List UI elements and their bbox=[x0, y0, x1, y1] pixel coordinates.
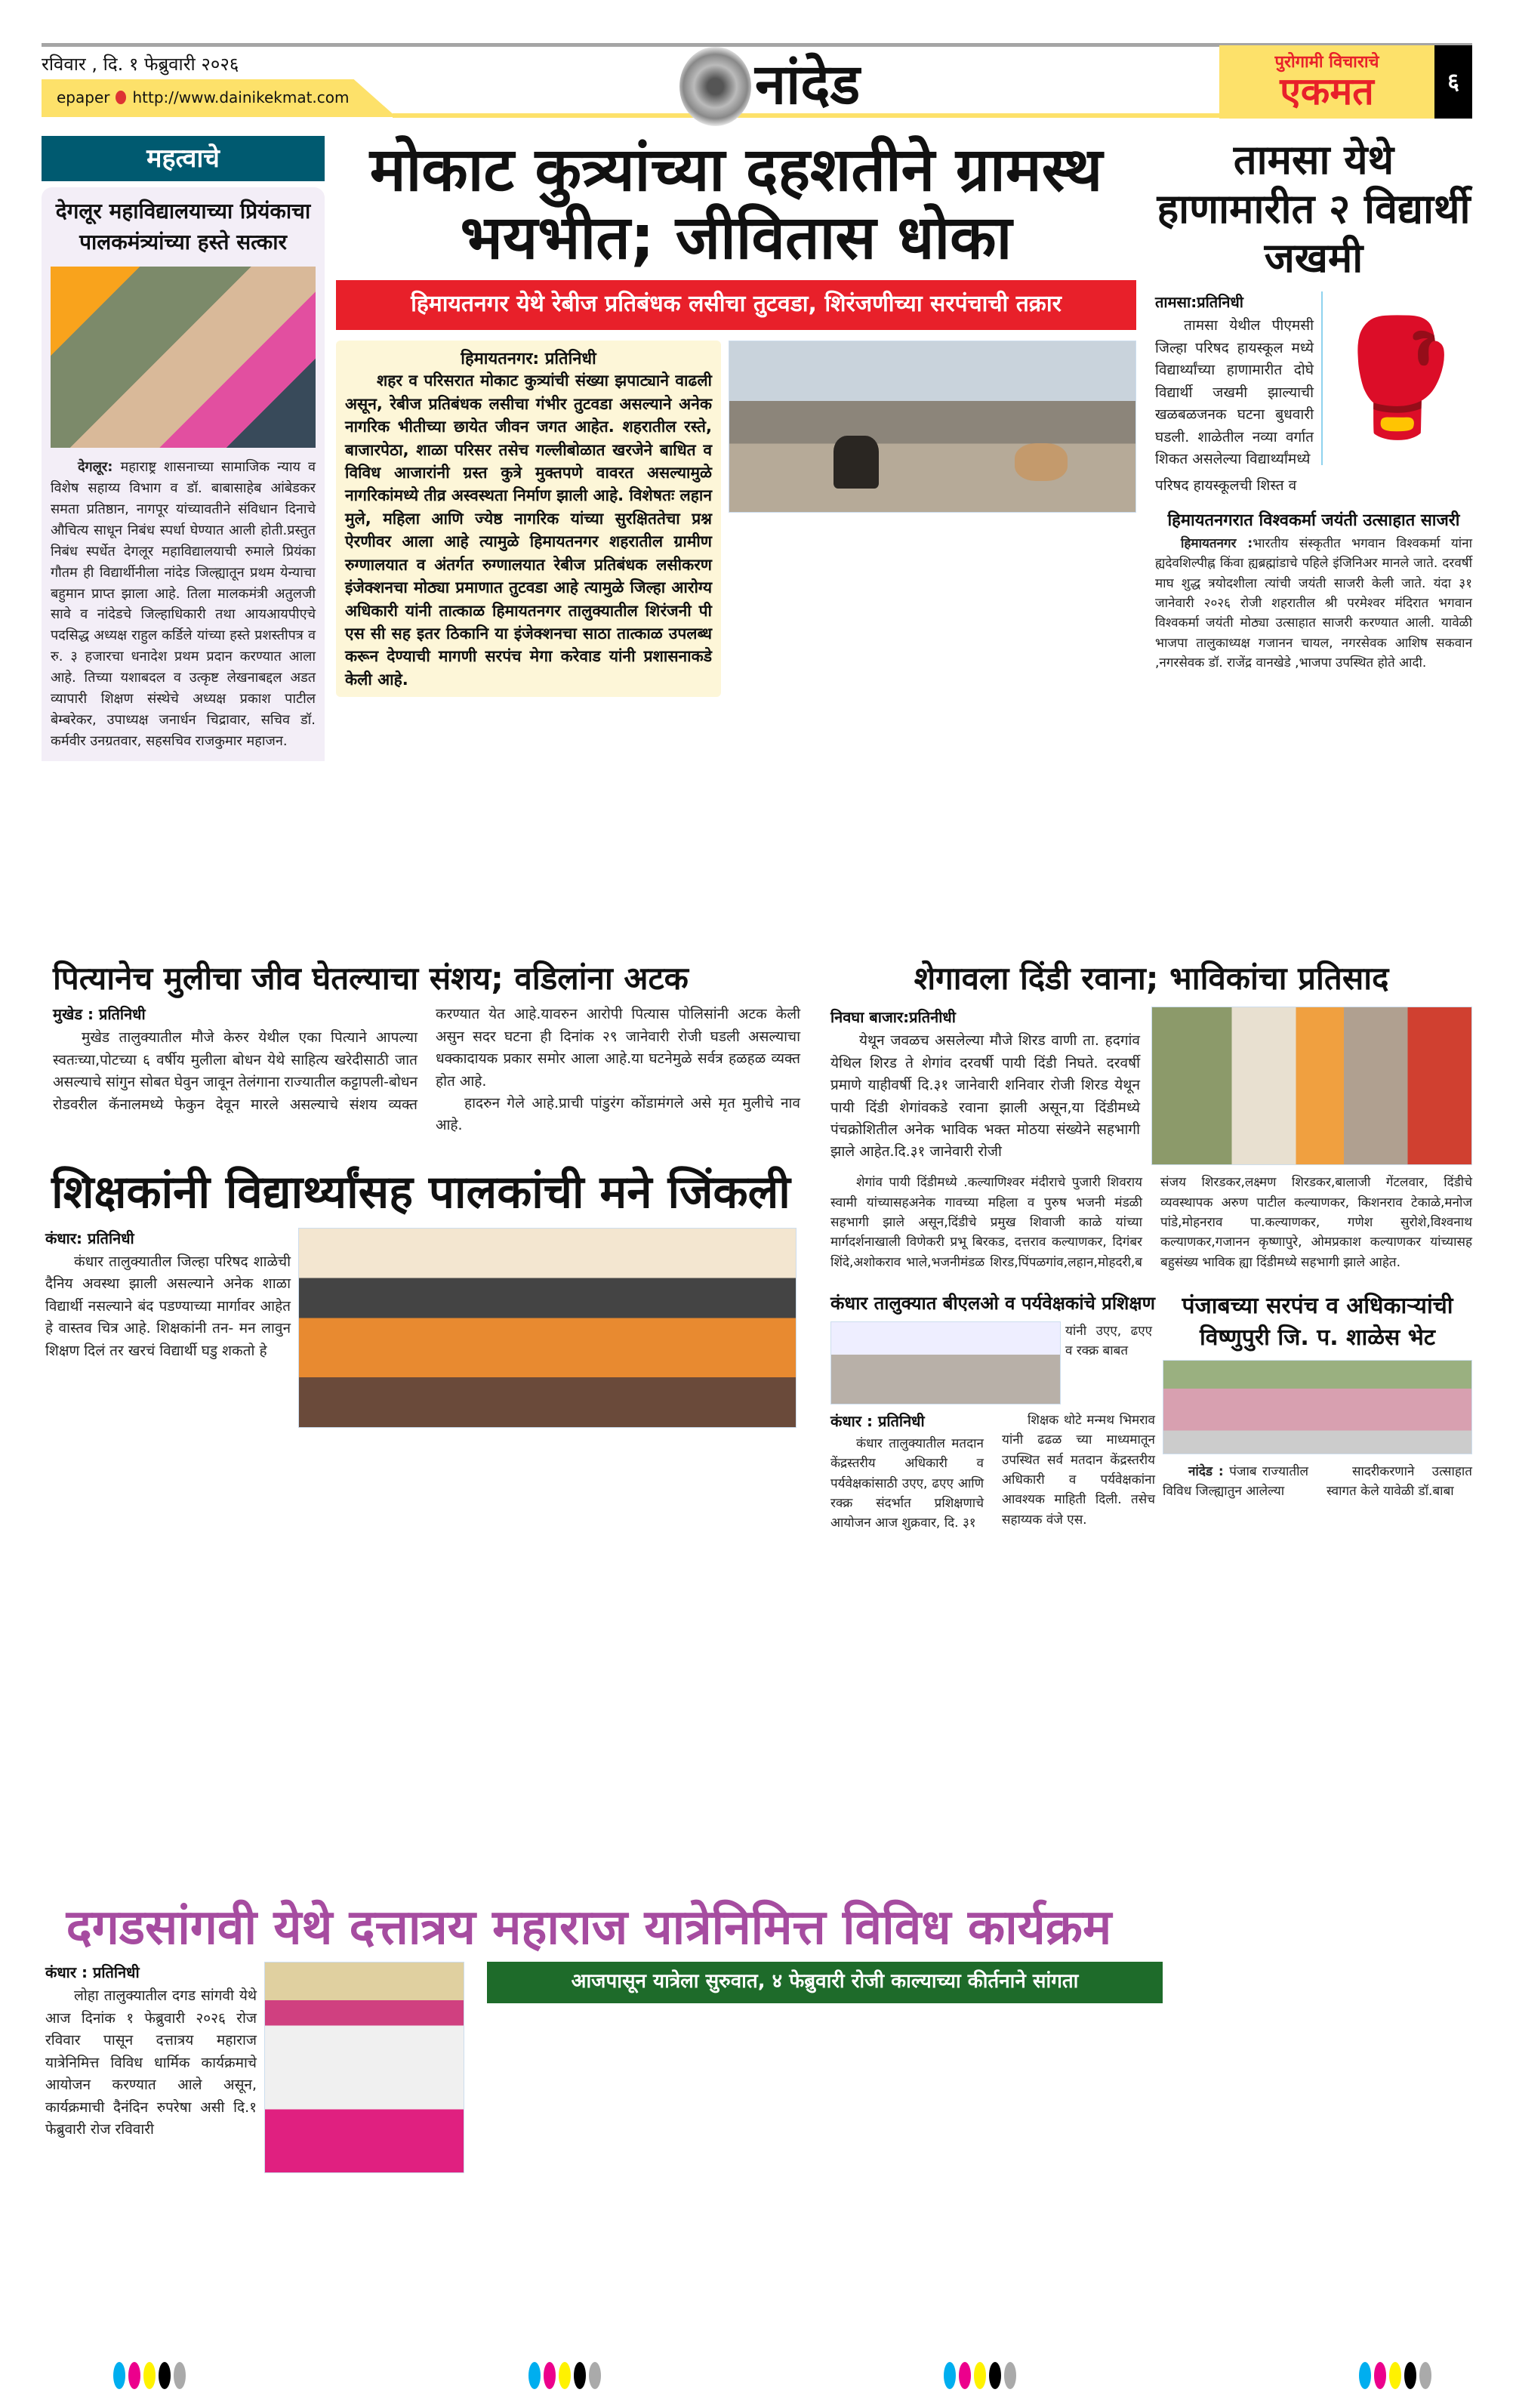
mukhed-body: मुखेड तालुक्यातील मौजे केरुर येथील एका पित्याने आपल्या स्वतःच्या,पोटच्या ६ वर्षीय मुलीला बोधन येथे साहित्य खरेदीसाठी जात असल्याचे सांगुन सोबत घेवुन जावून तेलंगाना राज्यातील कट्टापली-बोधन रोडवरील कॅनालमध्ये फेकुन देवून मारले असल्याचे संशय व्यक्त करण्यात येत आहे.यावरुन आरोपी पित्यास पोलिसांनी अटक केली असुन सदर घटना ही दिनांक २९ जानेवारी रोजी घडली असल्याचा धक्कादायक प्रकार समोर आला आहे.या घटनेमुळे सर्वत्र हळहळ व्यक्त होत आहे. bbox=[53, 1006, 800, 1113]
shegaon-dateline: निवघा बाजार:प्रतिनीधी bbox=[830, 1008, 956, 1027]
globe-icon bbox=[116, 91, 126, 104]
dagad-banner: आजपासून यात्रेला सुरुवात, ४ फेब्रुवारी रोजी काल्याच्या कीर्तनाने सांगता bbox=[487, 1962, 1163, 2003]
gear-logo-icon bbox=[679, 47, 751, 126]
fight-illustration: 🥊 bbox=[1321, 291, 1472, 465]
vishwakarma-headline: हिमायतनगरात विश्वकर्मा जयंती उत्साहात साजरी bbox=[1167, 510, 1460, 530]
middle-section bbox=[0, 961, 1516, 1894]
mukhed-headline: पित्यानेच मुलीचा जीव घेतल्याचा संशय; वडिलांना अटक bbox=[53, 960, 689, 997]
bottom-section bbox=[0, 1901, 1516, 2354]
blo-body-2: शिक्षक थोटे मन्मथ भिमराव यांनी ढढळ च्या माध्यमातून उपस्थित सर्व मतदान केंद्रस्तरीय अधिकारी व पर्यवेक्षकांना आवश्यक माहिती दिली. तसेच सहाय्यक वंजे एस. bbox=[1002, 1412, 1155, 1528]
dagad-story bbox=[45, 1962, 257, 2141]
left-story-title: देगलूर महाविद्यालयाच्या प्रियंकाचा पालकमंत्र्यांच्या हस्ते सत्कार bbox=[55, 199, 311, 254]
teachers-headline: शिक्षकांनी विद्यार्थ्यांसह पालकांची मने जिंकली bbox=[51, 1165, 790, 1219]
brand-box bbox=[1219, 45, 1434, 119]
left-dateline: देगलूर: bbox=[78, 459, 113, 476]
mukhed-dateline: मुखेड : प्रतिनिधी bbox=[53, 1005, 146, 1024]
blo-headline: कंधार तालुक्यात बीएलओ व पर्यवेक्षकांचे प्रशिक्षण bbox=[830, 1292, 1155, 1314]
punjab-body: पंजाब राज्यातील विविध जिल्ह्यातुन आलेल्या bbox=[1163, 1463, 1309, 1500]
blo-body: कंधार तालुक्यातील मतदान केंद्रस्तरीय अधिकारी व पर्यवेक्षकांसाठी उएए, ढएए आणि रक्क्र संदर्भात प्रशिक्षणाचे आयोजन आज शुक्रवार, दि. ३१ bbox=[830, 1435, 984, 1531]
middle-right-column bbox=[830, 961, 1472, 1534]
dagad-headline: दगडसांगवी येथे दत्तात्रय महाराज यात्रेनिमित्त विविध कार्यक्रम bbox=[66, 1900, 1112, 1956]
dagad-dateline: कंधार : प्रतिनिधी bbox=[45, 1963, 140, 1982]
blo-side-text: यांनी उएए, ढएए व रक्क्र बाबत bbox=[1065, 1323, 1152, 1359]
tamsa-dateline: तामसा:प्रतिनिधी bbox=[1155, 293, 1243, 312]
epaper-link[interactable] bbox=[57, 88, 350, 106]
teachers-body: कंधार तालुक्यातील जिल्हा परिषद शाळेची दैनिय अवस्था झाली असल्याने अनेक शाळा विद्यार्थी नसल्याने बंद पडण्याच्या मार्गावर आहेत हे वास्तव चित्र आहे. शिक्षकांनी तन- मन लावुन शिक्षण दिलं तर खरचं विद्यार्थी घडु शकतो हे bbox=[45, 1253, 291, 1359]
edition-name: नांदेड bbox=[755, 52, 861, 117]
punjab-story bbox=[1163, 1462, 1472, 1502]
dagad-body: लोहा तालुक्यातील दगड सांगवी येथे आज दिनांक १ फेब्रुवारी २०२६ रोज रविवार पासून दत्तात्रय महाराज यात्रेनिमित्त विविध धार्मिक कार्यक्रमाचे आयोजन करण्यात आले असून, कार्यक्रमाची दैनंदिन रुपरेषा असी दि.१ फेब्रुवारी रोज रविवारी bbox=[45, 1987, 257, 2138]
blo-section bbox=[830, 1290, 1155, 1534]
page-number: ६ bbox=[1434, 45, 1472, 119]
shegaon-story bbox=[830, 1007, 1140, 1164]
punjab-headline: पंजाबच्या सरपंच व अधिकाऱ्यांची विष्णुपुरी जि. प. शाळेस भेट bbox=[1182, 1292, 1453, 1351]
left-story bbox=[42, 187, 325, 761]
tamsa-headline: तामसा येथे हाणामारीत २ विद्यार्थी जखमी bbox=[1157, 136, 1471, 282]
dog-figure bbox=[833, 436, 879, 489]
shegaon-story-cont bbox=[830, 1173, 1472, 1272]
shegaon-body: येथून जवळच असलेल्या मौजे शिरड वाणी ता. हदगांव येथिल शिरड ते शेगांव दरवर्षी पायी दिंडी निघते. दरवर्षी प्रमाणे याहीवर्षी दि.३१ जानेवारी शनिवार रोजी शिरड येथून पायी दिंडी शेगांवकडे रवाना झाली असून,या दिंडीमध्ये पंचक्रोशितील अनेक भाविक भक्त मोठया संख्येने सहभागी झाले आहेत.दि.३१ जानेवारी रोजी bbox=[830, 1032, 1140, 1161]
registration-marks bbox=[113, 2362, 1434, 2392]
shegaon-headline: शेगावला दिंडी रवाना; भाविकांचा प्रतिसाद bbox=[914, 960, 1389, 997]
epaper-url[interactable]: http://www.dainikekmat.com bbox=[132, 88, 350, 106]
epaper-label: epaper bbox=[57, 88, 110, 106]
vishwakarma-body: भारतीय संस्कृतीत भगवान विश्वकर्मा यांना ह्यदेवशिल्पीह्न किंवा ह्यब्रह्मांडाचे पहिले इंजिनिअर मानले जाते. दरवर्षी माघ शुद्ध त्रयोदशीला त्यांची जयंती साजरी केली जाते. यंदा ३१ जानेवारी २०२६ रोजी शहरातील श्री परमेश्वर मंदिरात भगवान विश्वकर्मा जयंती मोठ्या उत्साहात साजरी करण्यात आली. यावेळी भाजपा तालुकाध्यक्ष गजानन चायल, नगरसेवक आशिष सकवान ,नगरसेवक डॉ. राजेंद्र वानखेडे ,भाजपा उपस्थित होते आदी. bbox=[1155, 535, 1472, 671]
lead-banner: हिमायतनगर येथे रेबीज प्रतिबंधक लसीचा तुटवडा, शिरंजणीच्या सरपंचाची तक्रार bbox=[336, 280, 1136, 330]
blo-training-photo bbox=[830, 1321, 1061, 1404]
lead-dateline: हिमायतनगर: प्रतिनिधी bbox=[461, 350, 596, 369]
top-section bbox=[0, 136, 1516, 955]
stray-dogs-photo bbox=[729, 341, 1136, 513]
teachers-group-photo bbox=[298, 1228, 797, 1428]
left-column bbox=[42, 136, 325, 761]
tagline: पुरोगामी विचाराचे bbox=[1274, 53, 1379, 72]
award-photo bbox=[51, 267, 316, 448]
color-dots bbox=[528, 2362, 604, 2392]
lead-column bbox=[336, 136, 1136, 697]
section-label: महत्वाचे bbox=[42, 136, 325, 181]
lead-headline: मोकाट कुत्र्यांच्या दहशतीने ग्रामस्थ भयभीत; जीवितास धोका bbox=[369, 134, 1103, 273]
tamsa-tail: परिषद हायस्कूलची शिस्त व bbox=[1155, 477, 1297, 495]
mukhed-story bbox=[53, 1004, 800, 1137]
vishwakarma-dateline: हिमायतनगर : bbox=[1181, 535, 1253, 551]
tamsa-body: तामसा येथील पीएमसी जिल्हा परिषद हायस्कूल मध्ये विद्यार्थ्यांच्या हाणामारीत दोघे विद्यार्थी जखमी झाल्याची खळबळजनक घटना बुधवारी घडली. शाळेतील नव्या वर्गात शिकत असलेल्या विद्यार्थ्यांमध्ये bbox=[1155, 317, 1314, 468]
teachers-story bbox=[42, 1228, 291, 1362]
dindi-photo bbox=[1151, 1007, 1472, 1165]
teachers-section bbox=[42, 1167, 800, 1428]
color-dots bbox=[1359, 2362, 1434, 2392]
shegaon-body-2: शेगांव पायी दिंडीमध्ये .कल्याणिश्वर मंदीराचे पुजारी शिवराय स्वामी यांच्यासहअनेक गावच्या महिला व पुरुष भजनी मंडळी सहभागी झाले असून,दिंडीचे प्रमुख शिवाजी काळे यांच्या मार्गदर्शनाखाली विणेकरी प्रभू बिरकड, दत्तराव कल्याणकर, दिगंबर शिंदे,अशोकराव भाले,भजनीमंडळ शिरड,पिंपळगांव,लहान,मोहदरी,ब संजय शिरडकर,लक्ष्मण शिरडकर,बालाजी गेंटलवार, दिंडीचे व्यवस्थापक अरुण पाटील कल्याणकर, किशनराव टेकाळे,मनोज पांडे,मोहनराव पा.कल्याणकर, गणेश सुरोशे,विश्वनाथ कल्याणकर,गजानन कृष्णापुरे, ओमप्रकाश कल्याणकर यांच्यासह बहुसंख्य भाविक ह्या दिंडीमध्ये सहभागी झाले आहेत. bbox=[830, 1175, 1472, 1270]
middle-left-column bbox=[45, 960, 800, 1428]
lead-intro-box bbox=[336, 341, 721, 697]
mukhed-body-2: हादरुन गेले आहे.प्राची पांडुरंग कोंडामंगले असे मृत मुलीचे नाव आहे. bbox=[436, 1094, 800, 1134]
blo-dateline: कंधार : प्रतिनिधी bbox=[830, 1411, 925, 1430]
tamsa-story bbox=[1155, 291, 1314, 470]
color-dots bbox=[113, 2362, 189, 2392]
vishwakarma-story bbox=[1155, 508, 1472, 673]
right-column bbox=[1155, 136, 1472, 673]
punjab-section bbox=[1163, 1290, 1472, 1502]
left-story-body: महाराष्ट्र शासनाच्या सामाजिक न्याय व विशेष सहाय्य विभाग व डॉ. बाबासाहेब आंबेडकर समता प्रतिष्ठान, नागपूर यांच्यावतीने संविधान दिनाचे औचित्य साधून निबंध स्पर्धा घेण्यात आली होती.प्रस्तुत निबंध स्पर्धेत देगलूर महाविद्यालयाची रुमाले प्रियंका गौतम ही विद्यार्थीनीला नांदेड जिल्ह्यातून प्रथम येन्याचा बहुमान प्राप्त झाला आहे. तिला मालकमंत्री अतुलजी सावे व नांदेडचे जिल्हाधिकारी तथा आयआयपीएचे पदसिद्ध अध्यक्ष राहुल कर्डिले यांच्या हस्ते प्रशस्तीपत्र व रु. ३ हजारचा धनादेश प्रथम प्रदान करण्यात आला आहे. तिच्या यशाबदल व उत्कृष्ट लेखनाबद्दल अडत व्यापारी शिक्षण संस्थेचे अध्यक्ष प्रकाश पाटील बेम्बरेकर, उपाध्यक्ष जनार्धन चिद्रावार, सचिव डॉ. कर्मवीर उनग्रतवार, सहसचिव राजकुमार महाजन. bbox=[51, 459, 316, 749]
lead-intro: शहर व परिसरात मोकाट कुत्र्यांची संख्या झपाट्याने वाढली असून, रेबीज प्रतिबंधक लसीचा गंभीर तुटवडा असल्याने अनेक नागरिक भीतीच्या छायेत जीवन जगत आहेत. शहरातील रस्ते, बाजारपेठा, शाळा परिसर तसेच गल्लीबोळात खरजेने बाधित व विविध आजारांनी ग्रस्त कुत्रे मुक्तपणे वावरत असल्यामुळे नागरिकांमध्ये तीव्र अस्वस्थता निर्माण झाली आहे. विशेषतः लहान मुले, महिला आणि ज्येष्ठ नागरिक यांच्या सुरक्षिततेचा प्रश्न ऐरणीवर आला आहे त्यामुळे हिमायतनगर शहरातील ग्रामीण रुग्णालयात व अंतर्गत रुग्णालयात रेबीज प्रतिबंधक लसीकरण इंजेक्शनचा मोठ्या प्रमाणात तुटवडा आहे त्यामुळे जिल्हा आरोग्य अधिकारी यांनी तात्काळ हिमायतनगर तालुक्यातील शिरंजनी पी एस सी सह इतर ठिकानि या इंजेक्शनचा साठा तात्काळ उपलब्ध करून देण्याची मागणी सरपंच मेगा करेवाड यांनी प्रशासनाकडे केली आहे. bbox=[345, 372, 712, 689]
punjab-visit-photo bbox=[1163, 1360, 1472, 1454]
datta-idol-photo bbox=[264, 1962, 464, 2173]
blo-story bbox=[830, 1411, 1155, 1534]
punjab-body-2: सादरीकरणाने उत्साहात स्वागत केले यावेळी डॉ.बाबा bbox=[1326, 1463, 1472, 1500]
brand-logo: एकमत bbox=[1280, 69, 1374, 113]
punjab-dateline: नांदेड : bbox=[1188, 1463, 1224, 1479]
issue-date: रविवार , दि. १ फेब्रुवारी २०२६ bbox=[42, 54, 239, 75]
color-dots bbox=[944, 2362, 1019, 2392]
teachers-dateline: कंधार: प्रतिनिधी bbox=[45, 1229, 134, 1247]
dog-figure bbox=[1015, 443, 1068, 481]
